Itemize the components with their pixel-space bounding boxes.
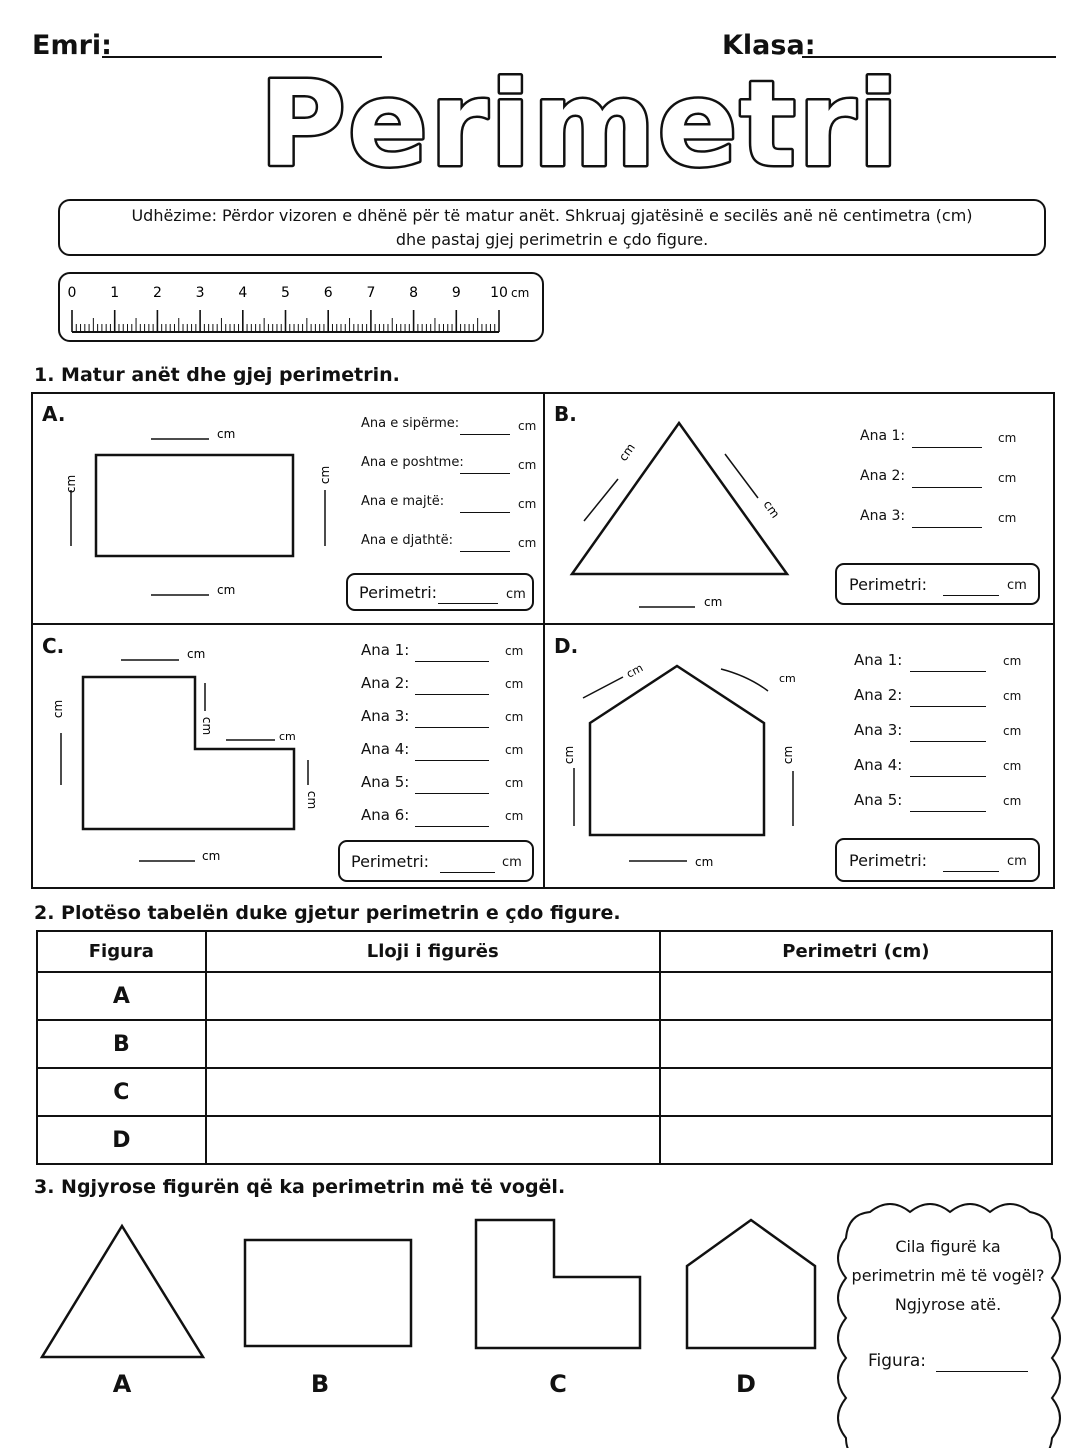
cell-a-perimeter-input[interactable]	[438, 603, 498, 604]
cell-c-perimeter-label: Perimetri:	[351, 852, 430, 871]
side-label-b-2: Ana 2:	[860, 468, 906, 484]
inner-vertical-unit: cm	[200, 716, 214, 736]
side-label-c-4: Ana 4:	[361, 740, 410, 758]
side-label-a-2: Ana e poshtme:	[361, 455, 464, 470]
side-unit-b-1: cm	[998, 431, 1017, 445]
shape-label-a: A	[112, 1370, 132, 1398]
left-unit: cm	[51, 699, 65, 719]
side-label-d-1: Ana 1:	[854, 651, 903, 669]
side-unit-d-3: cm	[1003, 724, 1022, 738]
coloring-l-shape-c[interactable]	[476, 1220, 640, 1348]
cell-d-perimeter-box	[835, 838, 1040, 882]
row-b-perimeter-cell[interactable]	[660, 1020, 1052, 1068]
side-input-b-3[interactable]	[912, 527, 982, 528]
left-roof-blank-line	[583, 677, 623, 698]
row-c-perimeter-cell[interactable]	[660, 1068, 1052, 1116]
top-unit: cm	[187, 647, 206, 661]
cell-c-perimeter-box	[338, 840, 534, 882]
class-label: Klasa:	[722, 30, 816, 61]
cell-a-perimeter-label: Perimetri:	[359, 583, 438, 602]
cloud-question-line3: Ngjyrose atë.	[894, 1295, 1002, 1314]
side-input-d-2[interactable]	[910, 706, 986, 707]
cell-c-label: C.	[42, 634, 65, 658]
side-unit-a-1: cm	[518, 419, 537, 433]
perimeter-table	[36, 930, 1053, 1165]
bottom-unit: cm	[217, 583, 236, 597]
side-unit-a-2: cm	[518, 458, 537, 472]
row-d-type-cell[interactable]	[206, 1116, 660, 1164]
coloring-triangle-a[interactable]	[42, 1226, 203, 1357]
row-b-type-cell[interactable]	[206, 1020, 660, 1068]
top-unit: cm	[217, 427, 236, 441]
table-row	[37, 972, 1052, 1020]
side-unit-c-1: cm	[505, 644, 524, 658]
side-unit-a-4: cm	[518, 536, 537, 550]
table-row	[37, 1116, 1052, 1164]
answer-input-line[interactable]	[936, 1371, 1028, 1372]
ruler-number: 5	[281, 285, 290, 301]
side-label-a-1: Ana e sipërme:	[361, 416, 460, 431]
base-unit: cm	[704, 595, 723, 609]
ruler-number: 8	[409, 285, 419, 301]
cell-d-perimeter-unit: cm	[1007, 854, 1027, 869]
side-input-d-3[interactable]	[910, 741, 986, 742]
side-input-c-3[interactable]	[415, 727, 489, 728]
side-unit-d-5: cm	[1003, 794, 1022, 808]
side-input-c-5[interactable]	[415, 793, 489, 794]
side-label-b-3: Ana 3:	[860, 508, 906, 524]
right-roof-blank-line	[721, 669, 768, 691]
table-header-perimeter: Perimetri (cm)	[660, 931, 1052, 972]
inner-horizontal-unit: cm	[279, 730, 296, 743]
side-input-d-4[interactable]	[910, 776, 986, 777]
side-label-c-6: Ana 6:	[361, 806, 410, 824]
side-unit-c-5: cm	[505, 776, 524, 790]
ruler-number: 2	[152, 285, 162, 301]
table-header-figure: Figura	[37, 931, 206, 972]
name-label: Emri:	[32, 30, 112, 61]
side-input-a-3[interactable]	[460, 512, 510, 513]
shape-label-b: B	[310, 1370, 330, 1398]
right-side-unit: cm	[760, 497, 783, 521]
side-label-c-3: Ana 3:	[361, 707, 410, 725]
side-unit-c-6: cm	[505, 809, 524, 823]
ruler-unit: cm	[511, 286, 530, 300]
cell-d-perimeter-label: Perimetri:	[849, 851, 928, 870]
side-input-b-1[interactable]	[912, 447, 982, 448]
right-wall-unit: cm	[781, 745, 795, 765]
l-shape	[83, 677, 294, 829]
table-row	[37, 1068, 1052, 1116]
side-label-c-1: Ana 1:	[361, 641, 410, 659]
ruler-number: 4	[238, 285, 248, 301]
cell-a-perimeter-box	[346, 573, 534, 611]
side-unit-c-3: cm	[505, 710, 524, 724]
answer-label: Figura:	[868, 1351, 926, 1371]
cell-d-perimeter-input[interactable]	[943, 871, 999, 872]
section1-title: 1. Matur anët dhe gjej perimetrin.	[34, 364, 400, 386]
ruler-number: 9	[451, 285, 461, 301]
side-input-a-4[interactable]	[460, 551, 510, 552]
side-input-a-2[interactable]	[460, 473, 510, 474]
ruler-number: 7	[366, 285, 376, 301]
side-input-c-6[interactable]	[415, 826, 489, 827]
ruler-number: 0	[67, 285, 77, 301]
left-roof-unit: cm	[624, 661, 646, 681]
cell-b-label: B.	[554, 402, 577, 426]
cell-a-label: A.	[42, 402, 66, 426]
side-label-c-5: Ana 5:	[361, 773, 410, 791]
cloud-question	[850, 1232, 1046, 1319]
row-figure-c: C	[37, 1068, 206, 1116]
side-label-a-3: Ana e majtë:	[361, 494, 445, 509]
side-label-d-3: Ana 3:	[854, 721, 903, 739]
side-input-b-2[interactable]	[912, 487, 982, 488]
cell-d-label: D.	[554, 634, 579, 658]
cell-b-perimeter-box	[835, 563, 1040, 605]
page-title	[0, 0, 1086, 200]
row-a-perimeter-cell[interactable]	[660, 972, 1052, 1020]
cell-a-perimeter-unit: cm	[506, 587, 526, 602]
side-label-d-5: Ana 5:	[854, 791, 903, 809]
instructions-line1: Udhëzime: Përdor vizoren e dhënë për të matur anët. Shkruaj gjatësinë e secilës anë në centimetra (cm)	[131, 206, 973, 225]
side-input-c-2[interactable]	[415, 694, 489, 695]
row-c-type-cell[interactable]	[206, 1068, 660, 1116]
right-unit: cm	[305, 790, 319, 810]
table-row	[37, 1020, 1052, 1068]
base-unit: cm	[695, 855, 714, 869]
side-label-a-4: Ana e djathtë:	[361, 533, 454, 548]
side-unit-d-4: cm	[1003, 759, 1022, 773]
bottom-unit: cm	[202, 849, 221, 863]
side-input-c-1[interactable]	[415, 661, 489, 662]
row-figure-a: A	[37, 972, 206, 1020]
section3-title: 3. Ngjyrose figurën që ka perimetrin më të vogël.	[34, 1176, 566, 1198]
side-unit-b-2: cm	[998, 471, 1017, 485]
side-unit-d-2: cm	[1003, 689, 1022, 703]
side-input-d-5[interactable]	[910, 811, 986, 812]
table-header-type: Lloji i figurës	[206, 931, 660, 972]
ruler-number: 10	[490, 285, 508, 301]
cell-b-perimeter-label: Perimetri:	[849, 575, 928, 594]
ruler-number: 6	[323, 285, 333, 301]
shape-label-d: D	[736, 1370, 756, 1398]
row-figure-b: B	[37, 1020, 206, 1068]
instructions-line2: dhe pastaj gjej perimetrin e çdo figure.	[395, 230, 709, 249]
cloud-question-line1: Cila figurë ka	[895, 1237, 1001, 1256]
instructions-box	[58, 199, 1046, 256]
coloring-house-d[interactable]	[687, 1220, 815, 1348]
shape-label-c: C	[549, 1370, 567, 1398]
coloring-rectangle-b[interactable]	[245, 1240, 411, 1346]
house-shape	[590, 666, 764, 835]
ruler-number: 3	[195, 285, 205, 301]
right-unit: cm	[318, 465, 332, 485]
side-unit-c-2: cm	[505, 677, 524, 691]
triangle-shape	[572, 423, 787, 574]
right-roof-unit: cm	[779, 672, 796, 685]
side-unit-c-4: cm	[505, 743, 524, 757]
rectangle-shape	[96, 455, 293, 556]
section2-title: 2. Plotëso tabelën duke gjetur perimetrin e çdo figure.	[34, 902, 621, 924]
cell-b-perimeter-unit: cm	[1007, 578, 1027, 593]
side-unit-a-3: cm	[518, 497, 537, 511]
side-label-b-1: Ana 1:	[860, 428, 906, 444]
left-unit: cm	[64, 474, 78, 494]
ruler	[58, 272, 544, 342]
cloud-question-line2: perimetrin më të vogël?	[851, 1266, 1045, 1285]
cell-c-perimeter-unit: cm	[502, 855, 522, 870]
title-text: Perimetri	[259, 55, 901, 193]
right-side-blank-line	[725, 454, 758, 498]
side-unit-b-3: cm	[998, 511, 1017, 525]
cell-b-perimeter-input[interactable]	[943, 595, 999, 596]
side-label-d-2: Ana 2:	[854, 686, 903, 704]
row-a-type-cell[interactable]	[206, 972, 660, 1020]
side-label-d-4: Ana 4:	[854, 756, 903, 774]
left-side-unit: cm	[615, 440, 638, 464]
ruler-number: 1	[110, 285, 120, 301]
side-input-a-1[interactable]	[460, 434, 510, 435]
side-unit-d-1: cm	[1003, 654, 1022, 668]
side-input-d-1[interactable]	[910, 671, 986, 672]
side-input-c-4[interactable]	[415, 760, 489, 761]
left-wall-unit: cm	[562, 745, 576, 765]
row-figure-d: D	[37, 1116, 206, 1164]
cell-c-perimeter-input[interactable]	[440, 872, 495, 873]
side-label-c-2: Ana 2:	[361, 674, 410, 692]
row-d-perimeter-cell[interactable]	[660, 1116, 1052, 1164]
